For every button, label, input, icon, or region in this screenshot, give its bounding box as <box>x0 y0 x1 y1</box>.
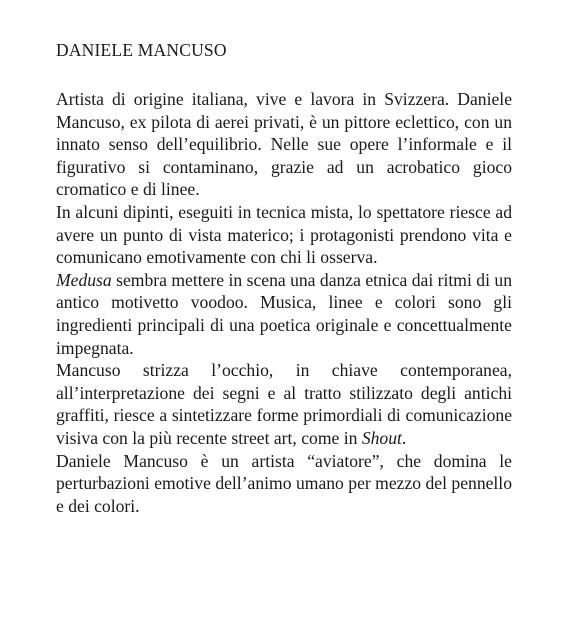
bio-text: In alcuni dipinti, eseguiti in tecnica mista, lo spettatore riesce ad avere un punto di vista materico; i protagonisti prendono vita e comunicano emotivamente con chi li osserva. <box>56 201 512 268</box>
artist-biography <box>56 88 512 517</box>
artist-name-heading: DANIELE MANCUSO <box>56 40 227 60</box>
bio-text: sembra mettere in scena una danza etnica dai ritmi di un antico motivetto voodoo. Musica, linee e colori sono gli ingredienti principali di una poetica originale e concettualmente impegnata. <box>56 269 512 358</box>
bio-paragraph-5 <box>56 450 512 518</box>
bio-text: . <box>401 427 407 448</box>
bio-text: Mancuso strizza l’occhio, in chiave contemporanea, all’interpretazione dei segni e al tratto stilizzato degli antichi graffiti, riesce a sintetizzare forme primordiali di comunicazione visiva con la più recente street art, come in <box>56 360 512 448</box>
bio-paragraph-4 <box>56 359 512 449</box>
bio-paragraph-2 <box>56 201 512 269</box>
artwork-title-shout: Shout <box>361 427 402 448</box>
bio-text: Daniele Mancuso è un artista “aviatore”, che domina le perturbazioni emotive dell’animo umano per mezzo del pennello e dei colori. <box>56 450 512 516</box>
artwork-title-medusa: Medusa <box>56 269 112 290</box>
bio-paragraph-3 <box>56 269 512 359</box>
bio-paragraph-1 <box>56 88 512 201</box>
bio-text: Artista di origine italiana, vive e lavora in Svizzera. Daniele Mancuso, ex pilota di aerei privati, è un pittore eclettico, con un innato senso dell’equilibrio. Nelle sue opere l’informale e il figurativo si contaminano, grazie ad un acrobatico gioco cromatico e di linee. <box>56 89 512 200</box>
